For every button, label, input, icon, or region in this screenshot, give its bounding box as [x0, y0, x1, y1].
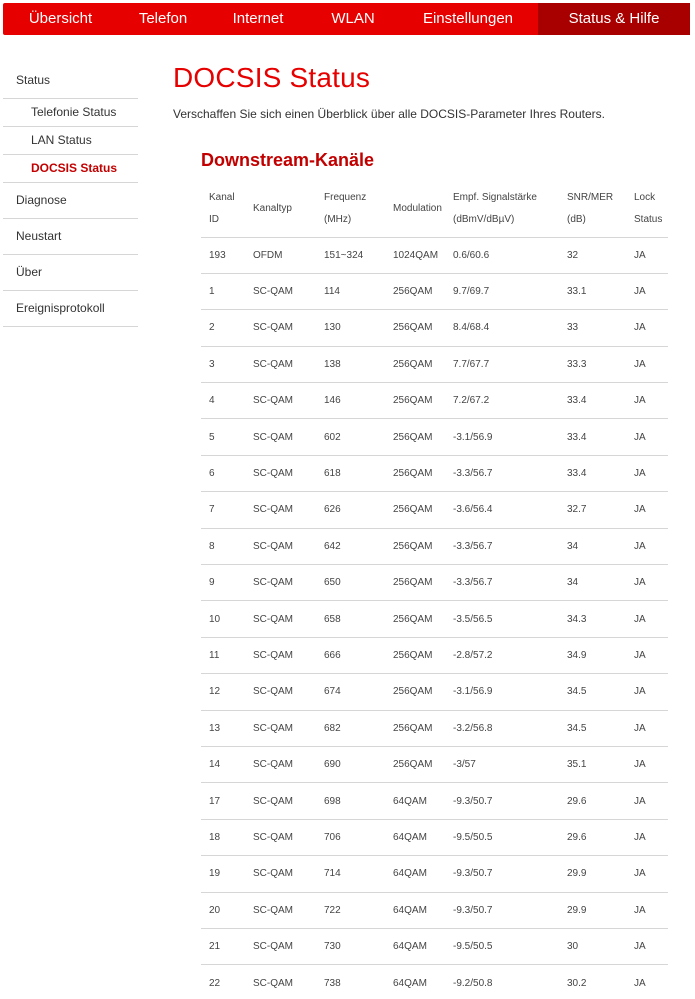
cell-lock-status: JA: [626, 674, 668, 710]
cell-signalstaerke: 0.6/60.6: [445, 237, 559, 273]
table-row: [201, 383, 668, 419]
sidebar-item-docsis-status[interactable]: DOCSIS Status: [3, 155, 138, 183]
cell-kanal-id: 3: [201, 346, 245, 382]
cell-kanal-id: 22: [201, 965, 245, 999]
cell-kanaltyp: SC-QAM: [245, 819, 316, 855]
header-text: Lock: [634, 191, 656, 203]
table-row: [201, 819, 668, 855]
cell-snr-mer: 33.4: [559, 419, 626, 455]
cell-signalstaerke: -9.5/50.5: [445, 819, 559, 855]
cell-kanal-id: 12: [201, 674, 245, 710]
sidebar-item-lan-status[interactable]: LAN Status: [3, 127, 138, 155]
cell-snr-mer: 34: [559, 528, 626, 564]
cell-signalstaerke: -3.1/56.9: [445, 419, 559, 455]
cell-modulation: 256QAM: [385, 346, 445, 382]
downstream-table: [201, 181, 668, 999]
cell-lock-status: JA: [626, 783, 668, 819]
cell-frequenz: 698: [316, 783, 385, 819]
header-text: Modulation: [393, 202, 442, 214]
sidebar: [3, 63, 138, 327]
nav-einstellungen[interactable]: Einstellungen: [422, 10, 514, 27]
table-row: [201, 237, 668, 273]
cell-lock-status: JA: [626, 746, 668, 782]
table-row: [201, 565, 668, 601]
cell-signalstaerke: -3.5/56.5: [445, 601, 559, 637]
cell-frequenz: 682: [316, 710, 385, 746]
cell-kanal-id: 4: [201, 383, 245, 419]
cell-kanal-id: 13: [201, 710, 245, 746]
cell-kanal-id: 9: [201, 565, 245, 601]
cell-frequenz: 130: [316, 310, 385, 346]
cell-modulation: 64QAM: [385, 965, 445, 999]
cell-kanaltyp: SC-QAM: [245, 346, 316, 382]
table-row: [201, 492, 668, 528]
cell-kanaltyp: SC-QAM: [245, 746, 316, 782]
cell-snr-mer: 34.9: [559, 637, 626, 673]
cell-kanaltyp: SC-QAM: [245, 965, 316, 999]
cell-signalstaerke: -9.3/50.7: [445, 856, 559, 892]
cell-kanal-id: 7: [201, 492, 245, 528]
top-nav: [3, 3, 690, 35]
cell-frequenz: 666: [316, 637, 385, 673]
cell-modulation: 256QAM: [385, 455, 445, 491]
table-row: [201, 310, 668, 346]
cell-kanaltyp: SC-QAM: [245, 710, 316, 746]
cell-modulation: 256QAM: [385, 674, 445, 710]
cell-frequenz: 602: [316, 419, 385, 455]
cell-kanaltyp: SC-QAM: [245, 674, 316, 710]
cell-kanaltyp: SC-QAM: [245, 455, 316, 491]
cell-kanal-id: 17: [201, 783, 245, 819]
sidebar-item-ueber[interactable]: Über: [3, 255, 138, 291]
cell-modulation: 256QAM: [385, 637, 445, 673]
table-row: [201, 746, 668, 782]
cell-modulation: 256QAM: [385, 565, 445, 601]
table-row: [201, 674, 668, 710]
cell-lock-status: JA: [626, 819, 668, 855]
cell-kanal-id: 6: [201, 455, 245, 491]
cell-kanal-id: 18: [201, 819, 245, 855]
table-row: [201, 528, 668, 564]
cell-signalstaerke: -3.3/56.7: [445, 528, 559, 564]
cell-snr-mer: 34.3: [559, 601, 626, 637]
cell-lock-status: JA: [626, 565, 668, 601]
cell-kanaltyp: SC-QAM: [245, 928, 316, 964]
cell-snr-mer: 34.5: [559, 674, 626, 710]
cell-kanal-id: 10: [201, 601, 245, 637]
cell-lock-status: JA: [626, 601, 668, 637]
cell-kanaltyp: SC-QAM: [245, 783, 316, 819]
cell-kanal-id: 193: [201, 237, 245, 273]
cell-kanal-id: 14: [201, 746, 245, 782]
cell-kanal-id: 1: [201, 273, 245, 309]
cell-modulation: 256QAM: [385, 419, 445, 455]
cell-kanaltyp: SC-QAM: [245, 310, 316, 346]
cell-signalstaerke: -3.2/56.8: [445, 710, 559, 746]
cell-kanaltyp: SC-QAM: [245, 565, 316, 601]
cell-kanaltyp: SC-QAM: [245, 856, 316, 892]
header-kanal-id: [201, 181, 245, 237]
header-text: Frequenz: [324, 191, 367, 203]
cell-snr-mer: 29.9: [559, 892, 626, 928]
cell-kanal-id: 5: [201, 419, 245, 455]
cell-modulation: 256QAM: [385, 310, 445, 346]
cell-snr-mer: 33: [559, 310, 626, 346]
cell-snr-mer: 34.5: [559, 710, 626, 746]
cell-lock-status: JA: [626, 383, 668, 419]
cell-snr-mer: 33.3: [559, 346, 626, 382]
cell-kanal-id: 20: [201, 892, 245, 928]
cell-frequenz: 706: [316, 819, 385, 855]
cell-frequenz: 146: [316, 383, 385, 419]
sidebar-item-ereignisprotokoll[interactable]: Ereignisprotokoll: [3, 291, 138, 327]
cell-frequenz: 650: [316, 565, 385, 601]
cell-lock-status: JA: [626, 273, 668, 309]
cell-frequenz: 658: [316, 601, 385, 637]
cell-frequenz: 642: [316, 528, 385, 564]
table-row: [201, 783, 668, 819]
table-row: [201, 710, 668, 746]
header-frequenz: [316, 181, 385, 237]
cell-snr-mer: 29.6: [559, 783, 626, 819]
header-snr-mer: [559, 181, 626, 237]
table-row: [201, 928, 668, 964]
cell-snr-mer: 30: [559, 928, 626, 964]
cell-modulation: 64QAM: [385, 819, 445, 855]
nav-uebersicht[interactable]: Übersicht: [28, 10, 93, 27]
header-text: SNR/MER: [567, 191, 614, 203]
cell-modulation: 64QAM: [385, 783, 445, 819]
sidebar-item-diagnose[interactable]: Diagnose: [3, 183, 138, 219]
cell-kanaltyp: SC-QAM: [245, 892, 316, 928]
cell-snr-mer: 29.9: [559, 856, 626, 892]
cell-frequenz: 618: [316, 455, 385, 491]
table-row: [201, 637, 668, 673]
header-text: (dBmV/dBµV): [453, 213, 515, 225]
cell-modulation: 64QAM: [385, 928, 445, 964]
cell-modulation: 64QAM: [385, 856, 445, 892]
cell-snr-mer: 33.1: [559, 273, 626, 309]
cell-modulation: 256QAM: [385, 528, 445, 564]
cell-signalstaerke: -9.3/50.7: [445, 892, 559, 928]
cell-frequenz: 722: [316, 892, 385, 928]
cell-snr-mer: 29.6: [559, 819, 626, 855]
cell-modulation: 256QAM: [385, 746, 445, 782]
cell-kanaltyp: OFDM: [245, 237, 316, 273]
header-signalstaerke: [445, 181, 559, 237]
sidebar-item-telefonie-status[interactable]: Telefonie Status: [3, 99, 138, 127]
nav-status-hilfe[interactable]: Status & Hilfe: [538, 3, 690, 35]
table-row: [201, 273, 668, 309]
cell-frequenz: 114: [316, 273, 385, 309]
cell-kanaltyp: SC-QAM: [245, 419, 316, 455]
cell-lock-status: JA: [626, 346, 668, 382]
cell-signalstaerke: 9.7/69.7: [445, 273, 559, 309]
cell-kanaltyp: SC-QAM: [245, 601, 316, 637]
cell-frequenz: 730: [316, 928, 385, 964]
header-text: Kanaltyp: [253, 202, 292, 214]
cell-lock-status: JA: [626, 237, 668, 273]
cell-frequenz: 714: [316, 856, 385, 892]
table-row: [201, 601, 668, 637]
cell-kanaltyp: SC-QAM: [245, 528, 316, 564]
table-row: [201, 892, 668, 928]
nav-telefon[interactable]: Telefon: [138, 10, 188, 27]
cell-modulation: 256QAM: [385, 492, 445, 528]
cell-lock-status: JA: [626, 856, 668, 892]
cell-lock-status: JA: [626, 710, 668, 746]
header-text: Kanal: [209, 191, 235, 203]
header-text: (MHz): [324, 213, 352, 225]
header-kanaltyp: [245, 181, 316, 237]
cell-frequenz: 138: [316, 346, 385, 382]
cell-signalstaerke: -9.2/50.8: [445, 965, 559, 999]
cell-kanaltyp: SC-QAM: [245, 492, 316, 528]
header-text: Empf. Signalstärke: [453, 191, 537, 203]
cell-kanaltyp: SC-QAM: [245, 273, 316, 309]
page-title: DOCSIS Status: [173, 62, 371, 93]
cell-kanal-id: 11: [201, 637, 245, 673]
cell-lock-status: JA: [626, 528, 668, 564]
nav-wlan[interactable]: WLAN: [331, 10, 375, 27]
cell-modulation: 256QAM: [385, 710, 445, 746]
cell-signalstaerke: -3.3/56.7: [445, 455, 559, 491]
table-row: [201, 346, 668, 382]
cell-signalstaerke: -3.6/56.4: [445, 492, 559, 528]
cell-lock-status: JA: [626, 492, 668, 528]
sidebar-item-neustart[interactable]: Neustart: [3, 219, 138, 255]
header-modulation: [385, 181, 445, 237]
cell-signalstaerke: -3/57: [445, 746, 559, 782]
cell-frequenz: 626: [316, 492, 385, 528]
cell-snr-mer: 35.1: [559, 746, 626, 782]
table-row: [201, 419, 668, 455]
cell-frequenz: 674: [316, 674, 385, 710]
cell-lock-status: JA: [626, 455, 668, 491]
sidebar-item-status[interactable]: Status: [3, 63, 138, 99]
cell-snr-mer: 33.4: [559, 455, 626, 491]
cell-kanaltyp: SC-QAM: [245, 383, 316, 419]
cell-kanaltyp: SC-QAM: [245, 637, 316, 673]
cell-frequenz: 738: [316, 965, 385, 999]
cell-kanal-id: 8: [201, 528, 245, 564]
cell-kanal-id: 21: [201, 928, 245, 964]
cell-frequenz: 690: [316, 746, 385, 782]
cell-modulation: 64QAM: [385, 892, 445, 928]
page-subtitle: Verschaffen Sie sich einen Überblick über alle DOCSIS-Parameter Ihres Routers.: [173, 107, 605, 121]
cell-signalstaerke: 7.2/67.2: [445, 383, 559, 419]
cell-snr-mer: 32.7: [559, 492, 626, 528]
cell-lock-status: JA: [626, 892, 668, 928]
cell-modulation: 256QAM: [385, 383, 445, 419]
cell-signalstaerke: -9.5/50.5: [445, 928, 559, 964]
nav-internet[interactable]: Internet: [232, 10, 284, 27]
cell-kanal-id: 19: [201, 856, 245, 892]
cell-signalstaerke: -3.3/56.7: [445, 565, 559, 601]
cell-frequenz: 151~324: [316, 237, 385, 273]
cell-kanal-id: 2: [201, 310, 245, 346]
section-title-downstream: Downstream-Kanäle: [201, 150, 375, 170]
downstream-table-body: [201, 237, 668, 999]
table-row: [201, 856, 668, 892]
cell-signalstaerke: -3.1/56.9: [445, 674, 559, 710]
cell-lock-status: JA: [626, 637, 668, 673]
header-text: (dB): [567, 213, 586, 225]
cell-lock-status: JA: [626, 928, 668, 964]
header-lock-status: [626, 181, 668, 237]
cell-lock-status: JA: [626, 310, 668, 346]
cell-snr-mer: 32: [559, 237, 626, 273]
cell-modulation: 256QAM: [385, 273, 445, 309]
cell-modulation: 256QAM: [385, 601, 445, 637]
header-text: ID: [209, 213, 219, 225]
table-row: [201, 965, 668, 999]
header-text: Status: [634, 213, 663, 225]
cell-signalstaerke: -9.3/50.7: [445, 783, 559, 819]
cell-lock-status: JA: [626, 965, 668, 999]
cell-signalstaerke: 8.4/68.4: [445, 310, 559, 346]
cell-lock-status: JA: [626, 419, 668, 455]
cell-snr-mer: 34: [559, 565, 626, 601]
table-row: [201, 455, 668, 491]
cell-snr-mer: 30.2: [559, 965, 626, 999]
cell-snr-mer: 33.4: [559, 383, 626, 419]
cell-signalstaerke: -2.8/57.2: [445, 637, 559, 673]
cell-signalstaerke: 7.7/67.7: [445, 346, 559, 382]
cell-modulation: 1024QAM: [385, 237, 445, 273]
table-header-row: [201, 181, 668, 237]
